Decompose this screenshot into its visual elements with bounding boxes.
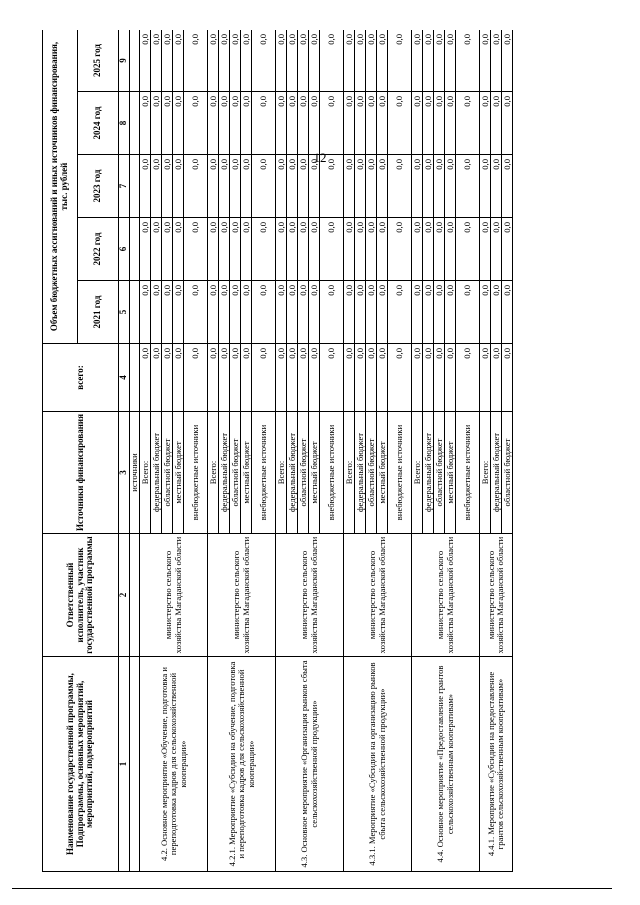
value-cell: 0,0 — [309, 344, 320, 412]
value-cell: 0,0 — [309, 155, 320, 218]
value-cell: 0,0 — [184, 155, 208, 218]
table-row — [208, 30, 219, 872]
source-cell: областной бюджет — [298, 412, 309, 534]
source-cell: областной бюджет — [162, 412, 173, 534]
value-cell: 0,0 — [480, 281, 491, 344]
value-cell: 0,0 — [491, 281, 502, 344]
value-cell: 0,0 — [173, 155, 184, 218]
source-cell: федеральный бюджет — [219, 412, 230, 534]
value-cell: 0,0 — [320, 155, 344, 218]
value-cell: 0,0 — [208, 344, 219, 412]
value-cell: 0,0 — [344, 281, 355, 344]
header-year-2022: 2022 год — [78, 218, 119, 281]
value-cell: 0,0 — [434, 92, 445, 155]
source-cell: местный бюджет — [445, 412, 456, 534]
value-cell: 0,0 — [434, 344, 445, 412]
header-total: всего: — [43, 344, 119, 412]
value-cell: 0,0 — [388, 344, 412, 412]
value-cell: 0,0 — [445, 92, 456, 155]
value-cell: 0,0 — [423, 218, 434, 281]
value-cell: 0,0 — [480, 155, 491, 218]
value-cell: 0,0 — [423, 155, 434, 218]
value-cell: 0,0 — [309, 218, 320, 281]
value-cell: 0,0 — [355, 155, 366, 218]
source-cell: внебюджетные источники — [252, 412, 276, 534]
continuation-row — [129, 30, 139, 872]
value-cell: 0,0 — [173, 92, 184, 155]
header-year-2024: 2024 год — [78, 92, 119, 155]
value-cell: 0,0 — [230, 92, 241, 155]
value-cell: 0,0 — [456, 92, 480, 155]
value-cell: 0,0 — [151, 155, 162, 218]
value-cell: 0,0 — [502, 155, 513, 218]
value-cell: 0,0 — [162, 281, 173, 344]
value-cell: 0,0 — [502, 344, 513, 412]
value-cell: 0,0 — [320, 30, 344, 92]
source-cell: местный бюджет — [309, 412, 320, 534]
value-cell: 0,0 — [366, 155, 377, 218]
value-cell: 0,0 — [151, 30, 162, 92]
source-cell: областной бюджет — [434, 412, 445, 534]
source-cell: федеральный бюджет — [423, 412, 434, 534]
executor-cell: министерство сельского хозяйства Магаданской области — [140, 534, 208, 657]
source-cell: местный бюджет — [173, 412, 184, 534]
value-cell: 0,0 — [456, 218, 480, 281]
value-cell: 0,0 — [287, 30, 298, 92]
value-cell: 0,0 — [366, 218, 377, 281]
value-cell: 0,0 — [140, 218, 151, 281]
column-number: 7 — [119, 155, 130, 218]
value-cell: 0,0 — [320, 218, 344, 281]
value-cell: 0,0 — [445, 281, 456, 344]
value-cell: 0,0 — [355, 344, 366, 412]
value-cell: 0,0 — [309, 92, 320, 155]
value-cell: 0,0 — [502, 92, 513, 155]
source-cell: Всего: — [412, 412, 423, 534]
column-number: 6 — [119, 218, 130, 281]
value-cell: 0,0 — [298, 155, 309, 218]
value-cell: 0,0 — [140, 30, 151, 92]
value-cell: 0,0 — [230, 344, 241, 412]
value-cell: 0,0 — [184, 30, 208, 92]
value-cell: 0,0 — [219, 92, 230, 155]
value-cell: 0,0 — [252, 30, 276, 92]
source-cell: внебюджетные источники — [388, 412, 412, 534]
value-cell: 0,0 — [423, 92, 434, 155]
value-cell: 0,0 — [162, 92, 173, 155]
value-cell: 0,0 — [456, 344, 480, 412]
value-cell — [129, 30, 139, 92]
value-cell — [129, 281, 139, 344]
value-cell: 0,0 — [491, 92, 502, 155]
value-cell: 0,0 — [162, 218, 173, 281]
source-cell: федеральный бюджет — [491, 412, 502, 534]
value-cell: 0,0 — [184, 92, 208, 155]
value-cell: 0,0 — [480, 30, 491, 92]
value-cell: 0,0 — [366, 281, 377, 344]
header-sources: Источники финансирования — [43, 412, 119, 534]
value-cell: 0,0 — [173, 344, 184, 412]
value-cell: 0,0 — [480, 92, 491, 155]
value-cell: 0,0 — [298, 218, 309, 281]
source-cell: Всего: — [140, 412, 151, 534]
activity-name-cell: 4.4.1. Мероприятие «Субсидии на предоставление грантов сельскохозяйственным кооперативам» — [480, 657, 513, 872]
header-year-2023: 2023 год — [78, 155, 119, 218]
value-cell: 0,0 — [366, 30, 377, 92]
value-cell: 0,0 — [230, 218, 241, 281]
source-cell: местный бюджет — [241, 412, 252, 534]
value-cell: 0,0 — [412, 218, 423, 281]
value-cell — [129, 218, 139, 281]
value-cell: 0,0 — [287, 281, 298, 344]
value-cell: 0,0 — [344, 92, 355, 155]
value-cell: 0,0 — [252, 218, 276, 281]
table-header — [43, 30, 130, 872]
value-cell: 0,0 — [344, 155, 355, 218]
value-cell: 0,0 — [434, 281, 445, 344]
value-cell: 0,0 — [208, 155, 219, 218]
value-cell: 0,0 — [491, 155, 502, 218]
source-cell: внебюджетные источники — [456, 412, 480, 534]
value-cell: 0,0 — [309, 281, 320, 344]
value-cell: 0,0 — [320, 344, 344, 412]
value-cell: 0,0 — [377, 155, 388, 218]
value-cell: 0,0 — [208, 92, 219, 155]
value-cell: 0,0 — [287, 92, 298, 155]
value-cell: 0,0 — [377, 344, 388, 412]
value-cell: 0,0 — [445, 30, 456, 92]
source-cell: Всего: — [344, 412, 355, 534]
landscape-content — [42, 30, 602, 872]
value-cell: 0,0 — [151, 344, 162, 412]
value-cell: 0,0 — [456, 30, 480, 92]
value-cell: 0,0 — [219, 218, 230, 281]
column-number: 8 — [119, 92, 130, 155]
activity-name-cell: 4.2.1. Мероприятие «Субсидии на обучение, подготовка и переподготовка кадров для сельскохозяйственной кооперации» — [208, 657, 276, 872]
value-cell: 0,0 — [423, 344, 434, 412]
value-cell: 0,0 — [377, 30, 388, 92]
continuation-executor-cell — [129, 534, 139, 657]
column-numbers-row — [119, 30, 130, 872]
value-cell: 0,0 — [298, 92, 309, 155]
value-cell: 0,0 — [252, 155, 276, 218]
value-cell: 0,0 — [151, 92, 162, 155]
activity-name-cell: 4.4. Основное мероприятие «Предоставление грантов сельскохозяйственным кооперативам» — [412, 657, 480, 872]
value-cell: 0,0 — [456, 281, 480, 344]
table-row — [140, 30, 151, 872]
value-cell: 0,0 — [252, 281, 276, 344]
source-cell: федеральный бюджет — [151, 412, 162, 534]
source-cell: Всего: — [480, 412, 491, 534]
value-cell: 0,0 — [298, 344, 309, 412]
table-row — [480, 30, 491, 872]
executor-cell: министерство сельского хозяйства Магаданской области — [344, 534, 412, 657]
column-number: 5 — [119, 281, 130, 344]
value-cell: 0,0 — [355, 281, 366, 344]
value-cell: 0,0 — [355, 218, 366, 281]
value-cell: 0,0 — [377, 281, 388, 344]
value-cell: 0,0 — [162, 344, 173, 412]
value-cell: 0,0 — [377, 218, 388, 281]
value-cell: 0,0 — [434, 155, 445, 218]
table-row — [344, 30, 355, 872]
value-cell: 0,0 — [287, 155, 298, 218]
source-cell: внебюджетные источники — [184, 412, 208, 534]
table-body — [129, 30, 512, 872]
source-cell: источники — [129, 412, 139, 534]
column-number: 3 — [119, 412, 130, 534]
value-cell: 0,0 — [423, 281, 434, 344]
source-cell: областной бюджет — [502, 412, 513, 534]
value-cell: 0,0 — [491, 344, 502, 412]
value-cell: 0,0 — [388, 92, 412, 155]
header-volume: Объем бюджетных ассигнований и иных источников финансирования, тыс. рублей — [43, 30, 78, 344]
source-cell: федеральный бюджет — [287, 412, 298, 534]
value-cell: 0,0 — [276, 281, 287, 344]
column-number: 1 — [119, 657, 130, 872]
value-cell — [129, 92, 139, 155]
value-cell: 0,0 — [241, 30, 252, 92]
value-cell: 0,0 — [184, 218, 208, 281]
value-cell: 0,0 — [366, 344, 377, 412]
value-cell: 0,0 — [219, 344, 230, 412]
value-cell: 0,0 — [298, 281, 309, 344]
source-cell: федеральный бюджет — [355, 412, 366, 534]
header-year-2021: 2021 год — [78, 281, 119, 344]
value-cell: 0,0 — [241, 344, 252, 412]
value-cell: 0,0 — [219, 281, 230, 344]
value-cell: 0,0 — [377, 92, 388, 155]
value-cell: 0,0 — [151, 281, 162, 344]
value-cell: 0,0 — [208, 218, 219, 281]
value-cell: 0,0 — [412, 344, 423, 412]
column-number: 9 — [119, 30, 130, 92]
table-row — [276, 30, 287, 872]
value-cell: 0,0 — [320, 281, 344, 344]
value-cell: 0,0 — [344, 218, 355, 281]
value-cell: 0,0 — [276, 92, 287, 155]
value-cell: 0,0 — [388, 281, 412, 344]
value-cell: 0,0 — [412, 30, 423, 92]
value-cell: 0,0 — [502, 281, 513, 344]
value-cell: 0,0 — [309, 30, 320, 92]
value-cell: 0,0 — [230, 155, 241, 218]
value-cell: 0,0 — [241, 281, 252, 344]
value-cell: 0,0 — [344, 30, 355, 92]
value-cell: 0,0 — [230, 30, 241, 92]
value-cell: 0,0 — [241, 92, 252, 155]
value-cell: 0,0 — [140, 344, 151, 412]
value-cell: 0,0 — [219, 30, 230, 92]
value-cell: 0,0 — [219, 155, 230, 218]
value-cell: 0,0 — [366, 92, 377, 155]
value-cell: 0,0 — [276, 344, 287, 412]
source-cell: областной бюджет — [366, 412, 377, 534]
value-cell: 0,0 — [491, 218, 502, 281]
value-cell: 0,0 — [184, 344, 208, 412]
value-cell: 0,0 — [241, 155, 252, 218]
value-cell: 0,0 — [287, 344, 298, 412]
value-cell — [129, 155, 139, 218]
value-cell: 0,0 — [162, 155, 173, 218]
value-cell: 0,0 — [480, 218, 491, 281]
value-cell: 0,0 — [480, 344, 491, 412]
page-number: 12 — [313, 150, 327, 165]
value-cell: 0,0 — [162, 30, 173, 92]
table-row — [412, 30, 423, 872]
executor-cell: министерство сельского хозяйства Магаданской области — [208, 534, 276, 657]
value-cell: 0,0 — [140, 281, 151, 344]
value-cell: 0,0 — [173, 281, 184, 344]
value-cell: 0,0 — [412, 92, 423, 155]
header-year-2025: 2025 год — [78, 30, 119, 92]
header-executor: Ответственный исполнитель, участник государственной программы — [43, 534, 119, 657]
value-cell: 0,0 — [423, 30, 434, 92]
value-cell: 0,0 — [491, 30, 502, 92]
value-cell: 0,0 — [252, 344, 276, 412]
header-name: Наименование государственной программы, Подпрограммы, основных мероприятий, мероприятий, подмероприятий — [43, 657, 119, 872]
value-cell — [129, 344, 139, 412]
bottom-rule — [12, 888, 612, 889]
value-cell: 0,0 — [184, 281, 208, 344]
value-cell: 0,0 — [241, 218, 252, 281]
value-cell: 0,0 — [276, 155, 287, 218]
value-cell: 0,0 — [434, 218, 445, 281]
column-number: 2 — [119, 534, 130, 657]
value-cell: 0,0 — [388, 30, 412, 92]
value-cell: 0,0 — [412, 155, 423, 218]
activity-name-cell: 4.3.1. Мероприятие «Субсидии на организацию рынков сбыта сельскохозяйственной продукции» — [344, 657, 412, 872]
column-number: 4 — [119, 344, 130, 412]
value-cell: 0,0 — [456, 155, 480, 218]
value-cell: 0,0 — [388, 155, 412, 218]
value-cell: 0,0 — [151, 218, 162, 281]
source-cell: внебюджетные источники — [320, 412, 344, 534]
value-cell: 0,0 — [208, 281, 219, 344]
value-cell: 0,0 — [445, 155, 456, 218]
budget-table — [42, 30, 513, 872]
value-cell: 0,0 — [388, 218, 412, 281]
value-cell: 0,0 — [344, 344, 355, 412]
executor-cell: министерство сельского хозяйства Магаданской области — [412, 534, 480, 657]
source-cell: Всего: — [208, 412, 219, 534]
source-cell: областной бюджет — [230, 412, 241, 534]
value-cell: 0,0 — [173, 218, 184, 281]
value-cell: 0,0 — [502, 30, 513, 92]
continuation-name-cell — [129, 657, 139, 872]
value-cell: 0,0 — [252, 92, 276, 155]
activity-name-cell: 4.3. Основное мероприятие «Организация рынков сбыта сельскохозяйственной продукции» — [276, 657, 344, 872]
value-cell: 0,0 — [412, 281, 423, 344]
value-cell: 0,0 — [276, 30, 287, 92]
value-cell: 0,0 — [355, 92, 366, 155]
executor-cell: министерство сельского хозяйства Магаданской области — [480, 534, 513, 657]
value-cell: 0,0 — [355, 30, 366, 92]
value-cell: 0,0 — [287, 218, 298, 281]
value-cell: 0,0 — [445, 218, 456, 281]
executor-cell: министерство сельского хозяйства Магаданской области — [276, 534, 344, 657]
value-cell: 0,0 — [230, 281, 241, 344]
value-cell: 0,0 — [173, 30, 184, 92]
value-cell: 0,0 — [298, 30, 309, 92]
value-cell: 0,0 — [140, 92, 151, 155]
value-cell: 0,0 — [434, 30, 445, 92]
value-cell: 0,0 — [140, 155, 151, 218]
value-cell: 0,0 — [445, 344, 456, 412]
value-cell: 0,0 — [320, 92, 344, 155]
activity-name-cell: 4.2. Основное мероприятие «Обучение, подготовка и переподготовка кадров для сельскохозяйственной кооперации» — [140, 657, 208, 872]
value-cell: 0,0 — [276, 218, 287, 281]
value-cell: 0,0 — [208, 30, 219, 92]
source-cell: Всего: — [276, 412, 287, 534]
rotated-page — [42, 30, 602, 872]
source-cell: местный бюджет — [377, 412, 388, 534]
value-cell: 0,0 — [502, 218, 513, 281]
